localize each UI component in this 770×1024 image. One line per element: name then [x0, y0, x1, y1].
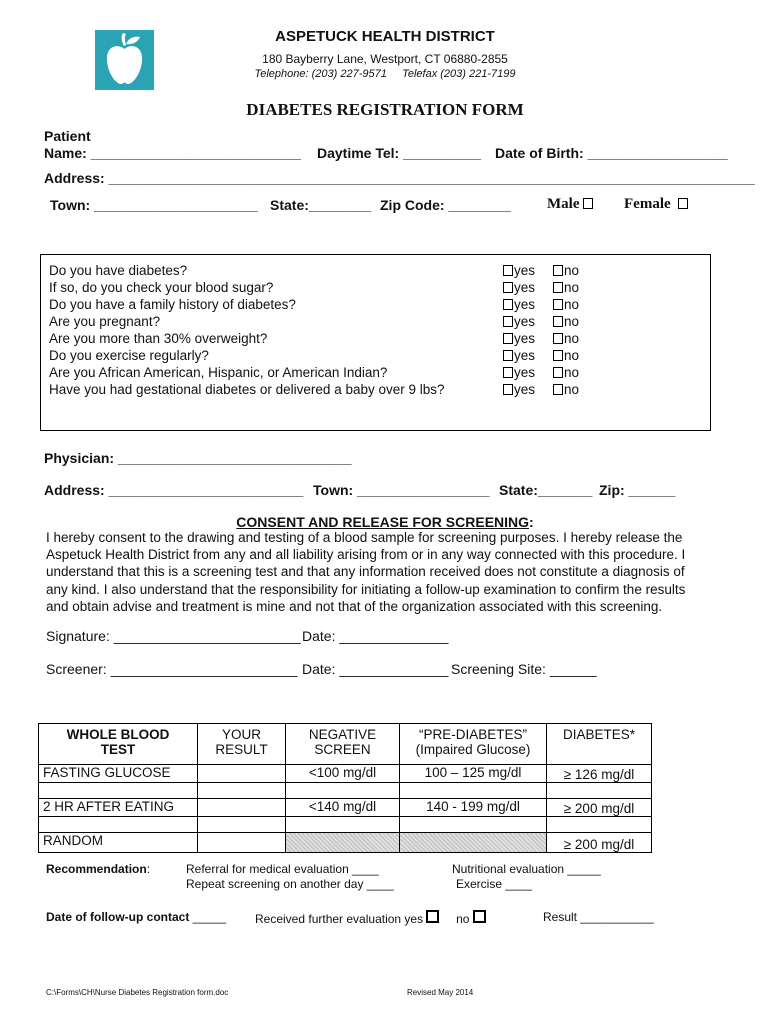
- no-option[interactable]: [553, 314, 579, 329]
- yes-label: yes: [514, 331, 536, 346]
- daytime-tel-field[interactable]: Daytime Tel: __________: [317, 145, 481, 161]
- yes-option[interactable]: [503, 280, 535, 295]
- yes-checkbox[interactable]: [503, 350, 513, 361]
- no-checkbox[interactable]: [553, 265, 563, 276]
- received-evaluation: [255, 910, 486, 926]
- header-line: RESULT: [215, 742, 268, 757]
- physician-field[interactable]: Physician: ______________________________: [44, 450, 352, 466]
- no-option[interactable]: [553, 365, 579, 380]
- no-label: no: [564, 297, 580, 312]
- yes-checkbox[interactable]: [503, 384, 513, 395]
- screener-date-field[interactable]: Date: ______________: [302, 661, 449, 677]
- recommendation-label-text: Recommendation: [46, 862, 147, 876]
- negative-value-shaded: [286, 833, 400, 853]
- male-option[interactable]: [547, 196, 594, 213]
- header-line: SCREEN: [314, 742, 371, 757]
- spacer-cell: [39, 783, 198, 799]
- diabetes-value: ≥ 200 mg/dl: [547, 799, 652, 817]
- spacer-cell: [400, 783, 547, 799]
- no-label: no: [564, 331, 580, 346]
- footer-file-path: C:\Forms\CH\Nurse Diabetes Registration form.doc: [46, 988, 229, 997]
- yes-option[interactable]: [503, 263, 535, 278]
- physician-address-field[interactable]: Address: _________________________: [44, 482, 304, 498]
- no-label: no: [564, 314, 580, 329]
- question-2: If so, do you check your blood sugar?: [49, 280, 274, 295]
- recommendation-colon: :: [146, 862, 151, 876]
- yes-label: yes: [514, 314, 536, 329]
- female-option[interactable]: [624, 196, 689, 213]
- header-pre-diabetes: [400, 724, 547, 765]
- exercise-option[interactable]: Exercise ____: [456, 877, 533, 891]
- questions-box: [40, 254, 711, 431]
- no-checkbox[interactable]: [553, 282, 563, 293]
- table-row: [39, 833, 652, 853]
- yes-option[interactable]: [503, 314, 535, 329]
- yes-option[interactable]: [503, 331, 535, 346]
- spacer-cell: [400, 817, 547, 833]
- table-row: [39, 799, 652, 817]
- followup-date-field[interactable]: [46, 910, 226, 924]
- your-result-cell[interactable]: [198, 799, 286, 817]
- no-label: no: [564, 365, 580, 380]
- no-checkbox[interactable]: [553, 367, 563, 378]
- result-field[interactable]: Result ___________: [543, 910, 654, 924]
- spacer-cell: [286, 817, 400, 833]
- question-7: Are you African American, Hispanic, or American Indian?: [49, 365, 388, 380]
- referral-option[interactable]: Referral for medical evaluation ____: [186, 862, 379, 876]
- yes-label: yes: [514, 263, 536, 278]
- received-evaluation-label: Received further evaluation yes: [255, 912, 424, 926]
- your-result-cell[interactable]: [198, 833, 286, 853]
- consent-line: I hereby consent to the drawing and testing of a blood sample for screening purposes. I hereby release the: [46, 530, 683, 545]
- yes-option[interactable]: [503, 297, 535, 312]
- screening-site-field[interactable]: Screening Site: ______: [451, 661, 597, 677]
- your-result-cell[interactable]: [198, 765, 286, 783]
- consent-line: understand that this is a screening test and that any information received does not constitute a diagnosis of: [46, 564, 685, 580]
- header-line: DIABETES*: [562, 727, 636, 742]
- yes-option[interactable]: [503, 382, 535, 397]
- dob-field[interactable]: Date of Birth: __________________: [495, 145, 728, 161]
- no-option[interactable]: [553, 348, 579, 363]
- consent-title-colon: :: [529, 514, 534, 530]
- no-option[interactable]: [553, 331, 579, 346]
- signature-field[interactable]: Signature: ________________________: [46, 628, 301, 644]
- form-title: DIABETES REGISTRATION FORM: [246, 100, 524, 119]
- diabetes-value: ≥ 126 mg/dl: [547, 765, 652, 783]
- yes-label: yes: [514, 365, 536, 380]
- table-header-row: [39, 724, 652, 765]
- physician-town-field[interactable]: Town: _________________: [313, 482, 490, 498]
- spacer-cell: [286, 783, 400, 799]
- consent-text: [46, 529, 710, 615]
- physician-state-field[interactable]: State:_______: [499, 482, 593, 498]
- patient-label: Patient: [44, 128, 91, 144]
- negative-value: <140 mg/dl: [286, 799, 400, 817]
- no-checkbox[interactable]: [553, 384, 563, 395]
- test-name: RANDOM: [39, 833, 198, 853]
- consent-title-text: CONSENT AND RELEASE FOR SCREENING: [236, 514, 530, 530]
- header-line: WHOLE BLOOD: [66, 727, 170, 742]
- followup-date-label: Date of follow-up contact: [46, 910, 190, 924]
- question-8: Have you had gestational diabetes or delivered a baby over 9 lbs?: [49, 382, 445, 397]
- org-name: ASPETUCK HEALTH DISTRICT: [275, 28, 495, 45]
- footer-revised: Revised May 2014: [407, 988, 474, 997]
- no-option[interactable]: [553, 280, 579, 295]
- male-checkbox[interactable]: [583, 198, 593, 209]
- pre-diabetes-value: 100 – 125 mg/dl: [400, 765, 547, 783]
- spacer-cell: [198, 783, 286, 799]
- followup-date-blank: _____: [189, 910, 227, 924]
- org-address: 180 Bayberry Lane, Westport, CT 06880-2855: [262, 52, 508, 66]
- consent-line: and obtain advise and treatment is mine and not that of the organization associated with this screening.: [46, 598, 663, 614]
- header-line: (Impaired Glucose): [415, 742, 531, 757]
- results-table: [38, 723, 652, 853]
- header-line: YOUR: [221, 727, 261, 742]
- table-row: [39, 765, 652, 783]
- yes-checkbox[interactable]: [503, 316, 513, 327]
- patient-town-field[interactable]: Town: _____________________: [50, 197, 258, 213]
- spacer-cell: [547, 817, 652, 833]
- question-4: Are you pregnant?: [49, 314, 161, 329]
- header-line: NEGATIVE: [308, 727, 377, 742]
- yes-label: yes: [514, 348, 536, 363]
- pre-diabetes-value-shaded: [400, 833, 547, 853]
- yes-checkbox[interactable]: [503, 282, 513, 293]
- no-option[interactable]: [553, 297, 579, 312]
- spacer-cell: [39, 817, 198, 833]
- nutritional-option[interactable]: Nutritional evaluation _____: [452, 862, 601, 876]
- no-label: no: [564, 348, 580, 363]
- org-phones: [0, 68, 770, 80]
- header-whole-blood-test: [39, 724, 198, 765]
- table-spacer-row: [39, 817, 652, 833]
- no-label: no: [564, 280, 580, 295]
- yes-option[interactable]: [503, 348, 535, 363]
- patient-state-field[interactable]: State:________: [270, 197, 372, 213]
- spacer-cell: [547, 783, 652, 799]
- yes-option[interactable]: [503, 365, 535, 380]
- yes-label: yes: [514, 280, 536, 295]
- patient-zip-field[interactable]: Zip Code: ________: [380, 197, 511, 213]
- no-label: no: [564, 263, 580, 278]
- question-3: Do you have a family history of diabetes?: [49, 297, 296, 312]
- no-checkbox[interactable]: [553, 333, 563, 344]
- received-yes-checkbox[interactable]: [426, 910, 439, 923]
- consent-line: Aspetuck Health District from any and all liability arising from or in any way connected with this procedure. I: [46, 547, 686, 563]
- female-checkbox[interactable]: [678, 198, 688, 209]
- no-checkbox[interactable]: [553, 350, 563, 361]
- received-no-label: no: [456, 912, 470, 926]
- repeat-screening-option[interactable]: Repeat screening on another day ____: [186, 877, 394, 891]
- header-your-result: [198, 724, 286, 765]
- negative-value: <100 mg/dl: [286, 765, 400, 783]
- pre-diabetes-value: 140 - 199 mg/dl: [400, 799, 547, 817]
- screener-field[interactable]: Screener: ________________________: [46, 661, 298, 677]
- no-label: no: [564, 382, 580, 397]
- org-telephone: Telephone: (203) 227-9571: [254, 68, 387, 80]
- consent-line: any kind. I also understand that the responsibility for initiating a follow-up examination to confirm the results: [46, 581, 686, 597]
- question-6: Do you exercise regularly?: [49, 348, 209, 363]
- no-option[interactable]: [553, 382, 579, 397]
- test-name: FASTING GLUCOSE: [39, 765, 198, 783]
- test-name: 2 HR AFTER EATING: [39, 799, 198, 817]
- yes-label: yes: [514, 297, 536, 312]
- no-option[interactable]: [553, 263, 579, 278]
- header-line: TEST: [100, 742, 136, 757]
- no-checkbox[interactable]: [553, 299, 563, 310]
- table-spacer-row: [39, 783, 652, 799]
- header-line: “PRE-DIABETES”: [418, 727, 527, 742]
- question-1: Do you have diabetes?: [49, 263, 188, 278]
- yes-label: yes: [514, 382, 536, 397]
- physician-zip-field[interactable]: Zip: ______: [599, 482, 676, 498]
- header-negative-screen: [286, 724, 400, 765]
- yes-checkbox[interactable]: [503, 299, 513, 310]
- recommendation-label: [46, 862, 150, 876]
- header-diabetes: [547, 724, 652, 765]
- consent-title: [0, 514, 770, 530]
- patient-address-field[interactable]: Address: ___________________________________________________________________________________: [44, 170, 755, 186]
- yes-checkbox[interactable]: [503, 367, 513, 378]
- patient-name-field[interactable]: Name: ___________________________: [44, 145, 301, 161]
- spacer-cell: [198, 817, 286, 833]
- no-checkbox[interactable]: [553, 316, 563, 327]
- female-label: Female: [624, 196, 671, 212]
- received-no-checkbox[interactable]: [473, 910, 486, 923]
- yes-checkbox[interactable]: [503, 265, 513, 276]
- org-telefax: Telefax (203) 221-7199: [402, 68, 516, 80]
- diabetes-value: ≥ 200 mg/dl: [547, 833, 652, 853]
- yes-checkbox[interactable]: [503, 333, 513, 344]
- question-5: Are you more than 30% overweight?: [49, 331, 268, 346]
- signature-date-field[interactable]: Date: ______________: [302, 628, 449, 644]
- male-label: Male: [547, 196, 580, 212]
